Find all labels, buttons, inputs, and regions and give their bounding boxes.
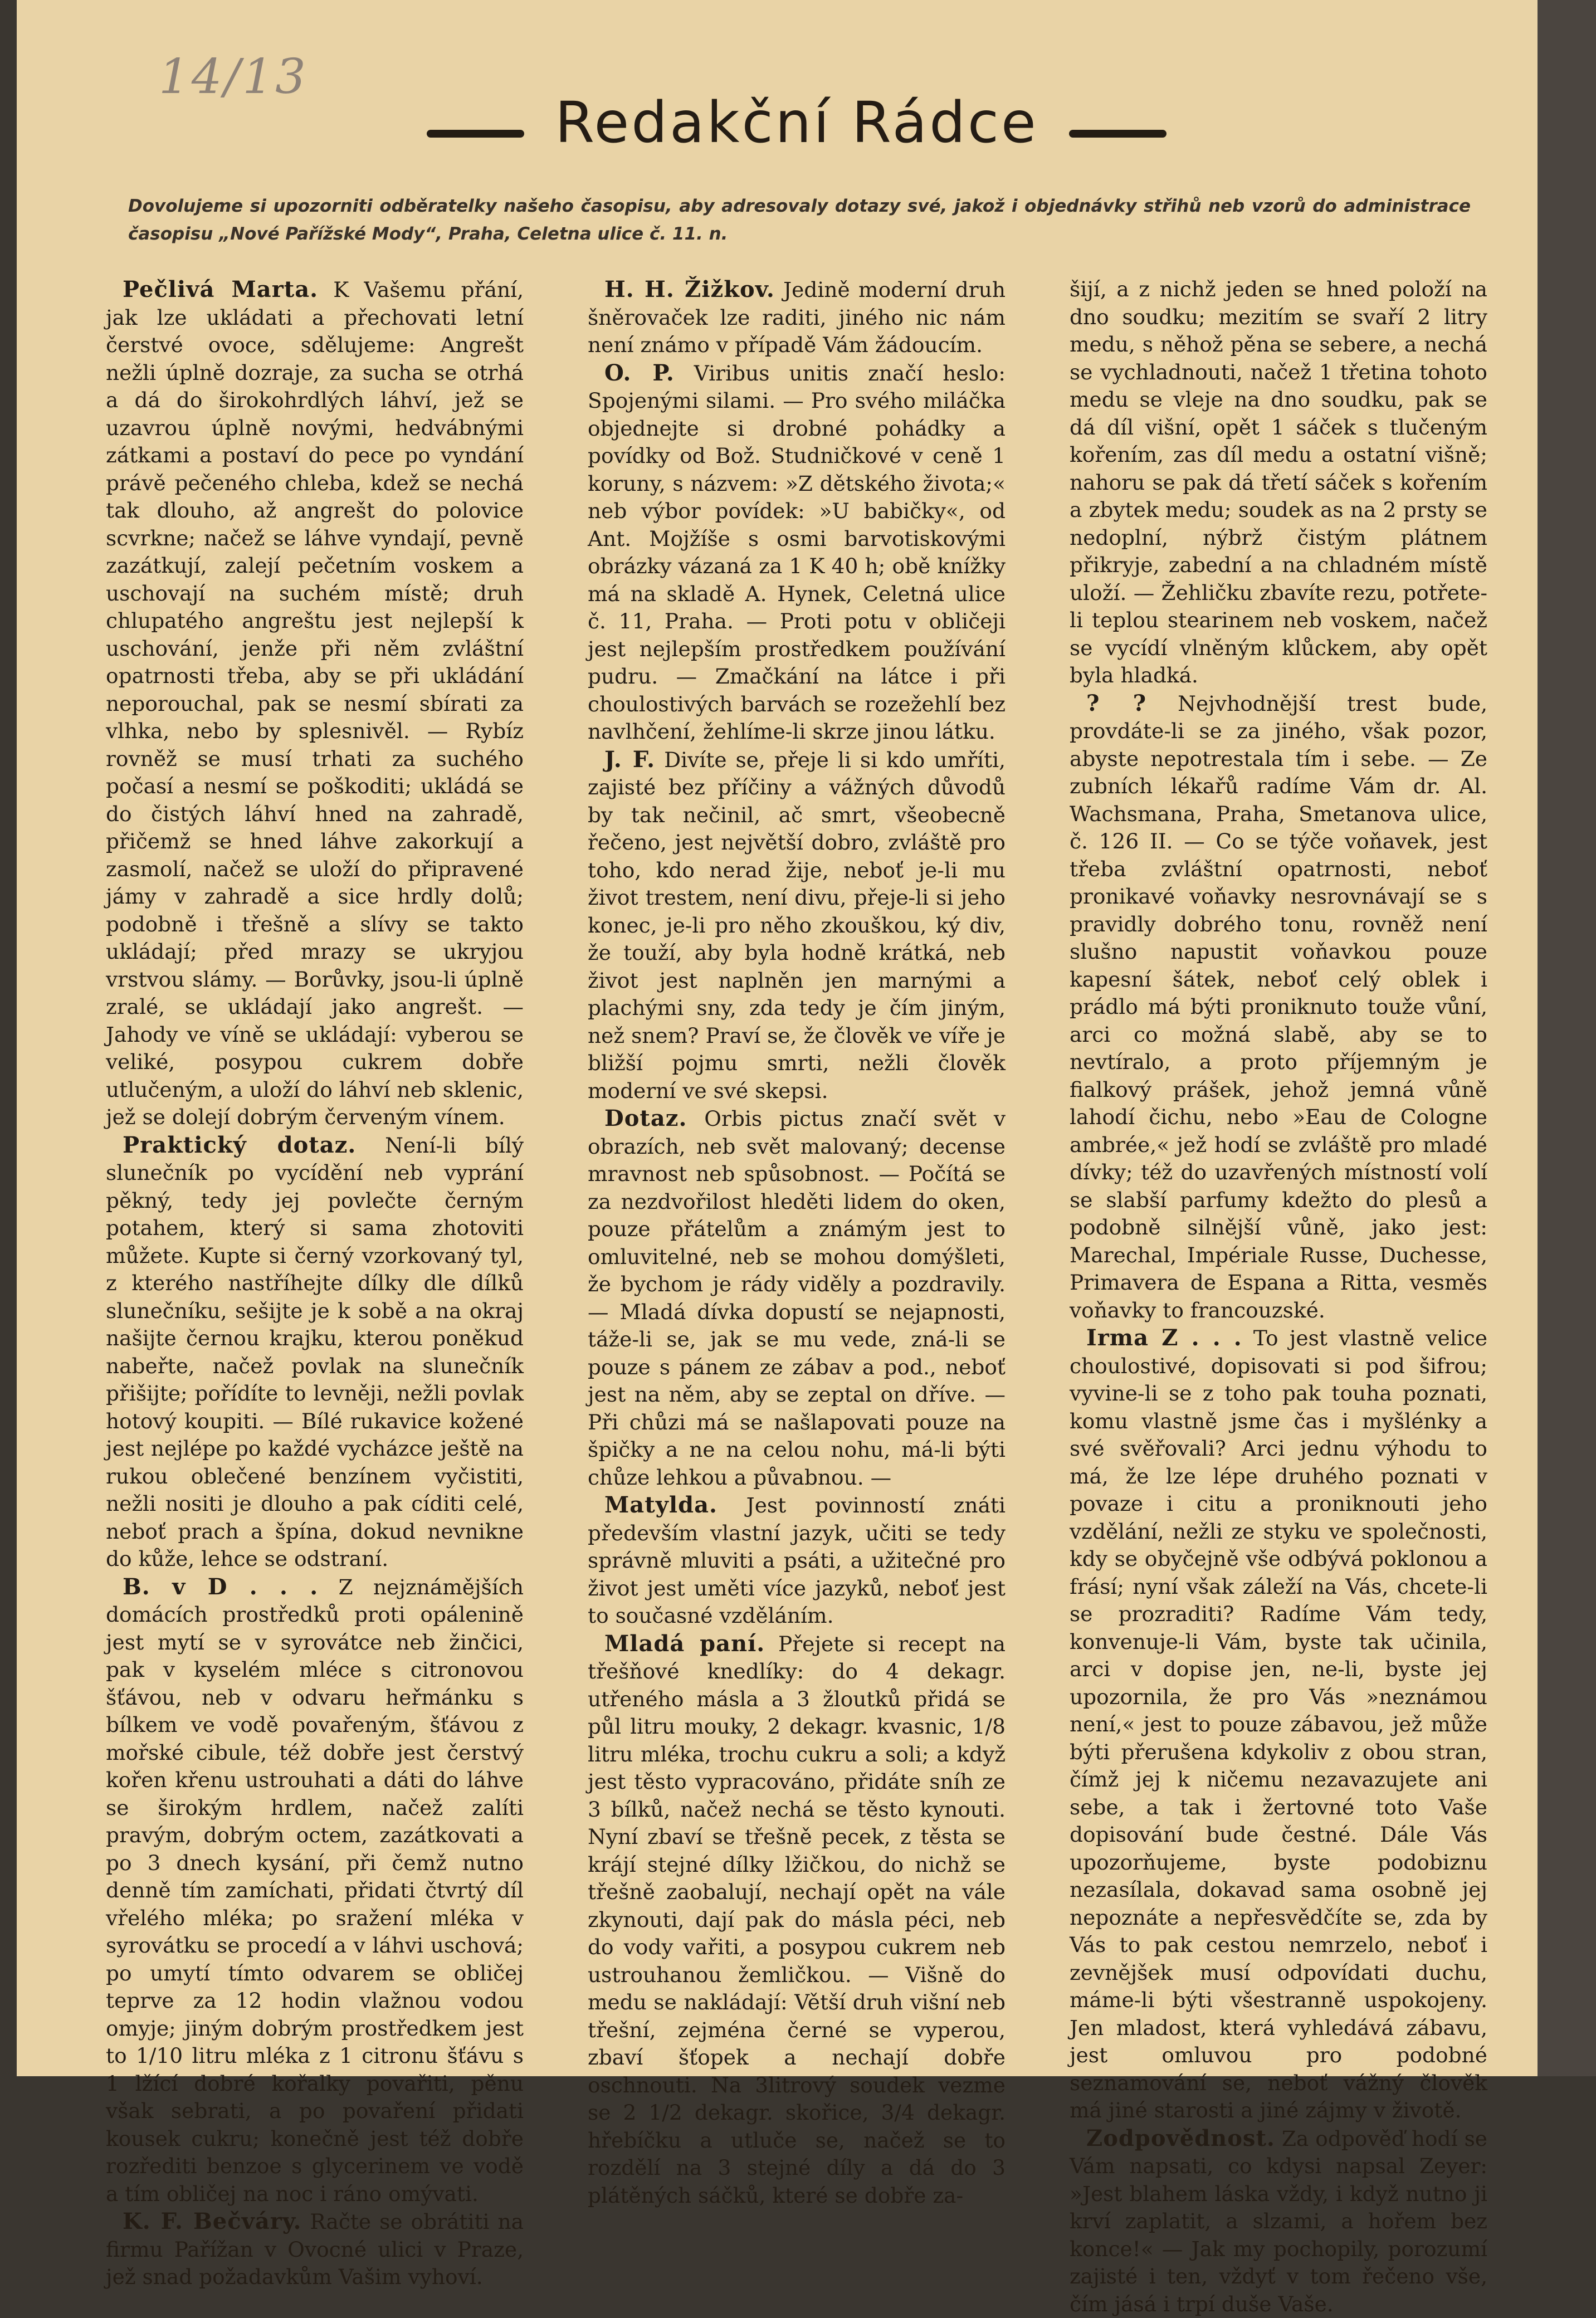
answer-text: Račte se obrátiti na firmu Pařížan v Ovocné ulici v Praze, jež snad požadavkům Vašim vyhoví.: [106, 2209, 524, 2289]
answer-text: To jest vlastně velice choulostivé, dopisovati si pod šifrou; vyvine-li se z toho pak touha poznati, komu vlastně jsme čas i myšlénky a své svěřovali? Arci jednu výhodu to má, že lze lépe druhého poznati v povaze i citu a proniknouti jeho vzdělání, nežli ze styku ve společnosti, kdy se obyčejně vše odbývá poklonou a frásí; nyní však záleží na Vás, chcete-li se prozraditi? Radíme Vám tedy, konvenuje-li Vám, byste tak učinila, arci v dopise jen, ne-li, byste jej upozornila, že pro Vás »neznámou není,« jest to pouze zábavou, jež může býti přerušena kdykoliv z obou stran, čímž jej k ničemu nezavazujete ani sebe, a tak i žertovné toto Vaše dopisování bude čestné. Dále Vás upozorňujeme, byste podobiznu nezasílala, dokavad sama osobně jej nepoznáte a nepřesvědčíte se, zda by Vás to pak cestou nemrzelo, neboť i zevnějšek musí odpovídati duchu, máme-li býti všestranně uspokojeny. Jen mladost, která vyhledává zábavu, jest omluvou pro podobné seznamování se, neboť vážný člověk má jiné starosti a jiné zájmy v životě.: [1070, 1326, 1487, 2122]
answer-entry: [1070, 2125, 1487, 2318]
answer-entry: [588, 276, 1006, 359]
answer-entry: [1070, 1324, 1487, 2125]
answer-entry: [106, 2208, 524, 2291]
answer-recipient: Matylda.: [604, 1492, 718, 1518]
answer-entry: [588, 746, 1006, 1105]
answer-text: Viribus unitis značí heslo: Spojenými silami. — Pro svého miláčka objednejte si drobné pohádky a povídky od Bož. Studničkové v ceně 1 koruny, s názvem: »Z dětského života;« neb výbor povídek: »U babičky«, od Ant. Mojžíše s osmi barvotiskovými obrázky vázaná za 1 K 40 h; obě knížky má na skladě A. Hynek, Celetná ulice č. 11, Praha. — Proti potu v obličeji jest nejlepším prostředkem používání pudru. — Zmačkání na látce i při choulostivých barvách se rozežehlí bez navlhčení, žehlíme-li skrze jinou látku.: [588, 361, 1006, 744]
answer-entry: [588, 1491, 1006, 1630]
answer-recipient: Mladá paní.: [604, 1631, 765, 1657]
answer-text: Jedině moderní druh šněrovaček lze raditi, jiného nic nám není známo v případě Vám žádoucím.: [588, 277, 1006, 357]
answer-text: Divíte se, přeje li si kdo umříti, zajisté bez příčiny a vážných důvodů by tak nečinil, ač smrt, všeobecně řečeno, jest největší dobro, zvláště pro toho, kdo nerad žije, neboť je-li mu život trestem, není divu, přeje-li si jeho konec, je-li pro něho zkouškou, ký div, že touží, aby byla hodně krátká, neb život jest naplněn jen marnými a plachými sny, zda tedy je čím jiným, než snem? Praví se, že člověk ve víře je bližší pojmu smrti, nežli člověk moderní ve své skepsi.: [588, 748, 1006, 1103]
title-row: [106, 84, 1487, 162]
column-right: [1070, 276, 1487, 2086]
answer-recipient: O. P.: [604, 360, 675, 386]
title-rule-left: [427, 130, 524, 138]
answer-entry: [106, 1573, 524, 2208]
background-edge: [1538, 0, 1596, 2076]
answer-recipient: ? ?: [1086, 690, 1146, 716]
page-title: Redakční Rádce: [555, 90, 1038, 156]
column-middle: [588, 276, 1006, 2086]
title-rule-right: [1069, 130, 1167, 138]
answer-text: K Vašemu přání, jak lze ukládati a přechovati letní čerstvé ovoce, sdělujeme: Angrešt nežli úplně dozraje, za sucha se otrhá a dá do širokohrdlých láhví, jež se uzavrou úplně novými, hedvábnými zátkami a postaví do pece po vyndání právě pečeného chleba, kdež se nechá tak dlouho, až angrešt do polovice scvrkne; načež se láhve vyndají, pevně zazátkují, zalejí pečetním voskem a uschovají na suchém místě; druh chlupatého angreštu jest nejlepší k uschování, jenže při něm zvláštní opatrnosti třeba, aby se při ukládání neporouchal, pak se nesmí sbírati za vlhka, nebo by splesnivěl. — Rybíz rovněž se musí trhati za suchého počasí a nesmí se poškoditi; ukládá se do čistých láhví hned na zahradě, přičemž se hned láhve zakorkují a zasmolí, načež se uloží do připravené jámy v zahradě a sice hrdly dolů; podobně i třešně a slívy se takto ukládají; před mrazy se ukryjou vrstvou slámy. — Borůvky, jsou-li úplně zralé, se ukládají jako angrešt. — Jahody ve víně se ukládají: vyberou se veliké, posypou cukrem dobře utlučeným, a uloží do láhví neb sklenic, jež se dolejí dobrým červeným vínem.: [106, 277, 524, 1129]
answer-recipient: Irma Z . . .: [1086, 1325, 1242, 1351]
answer-recipient: Zodpovědnost.: [1086, 2125, 1275, 2151]
answer-entry: [106, 276, 524, 1131]
answer-recipient: B. v D . . .: [123, 1574, 318, 1600]
answer-text: Není-li bílý slunečník po vycídění neb vyprání pěkný, tedy jej povlečte černým potahem, který si sama zhotoviti můžete. Kupte si černý vzorkovaný tyl, z kterého nastříhejte dílky dle dílků slunečníku, sešijte je k sobě a na okraj našijte černou krajku, kterou poněkud nabeřte, načež povlak na slunečník přišijte; pořídíte to levněji, nežli povlak hotový koupiti. — Bílé rukavice kožené jest nejlépe po každé vycházce ještě na rukou oblečené benzínem vyčistiti, nežli nositi je dlouho a pak cíditi celé, neboť prach a špína, dokud nevnikne do kůže, lehce se odstraní.: [106, 1133, 524, 1572]
editorial-notice: Dovolujeme si upozorniti odběratelky našeho časopisu, aby adresovaly dotazy své, jakož i objednávky střihů neb vzorů do administrace časopisu „Nové Pařížské Mody“, Praha, Celetna ulice č. 11. n.: [128, 192, 1471, 248]
answer-recipient: J. F.: [604, 746, 655, 773]
answer-entry: [106, 1131, 524, 1573]
answer-recipient: Pečlivá Marta.: [123, 276, 318, 302]
answer-text: Orbis pictus značí svět v obrazích, neb svět malovaný; decense mravnost neb spůsobnost. — Počítá se za nezdvořilost hleděti lidem do oken, pouze přátelům a známým jest to omluvitelné, neb se mohou domýšleti, že bychom je rády viděly a pozdravily. — Mladá dívka dopustí se nejapnosti, táže-li se, jak se mu vede, zná-li se pouze s pánem ze zábav a pod., neboť jest na něm, aby se zeptal on dříve. — Při chůzi má se našlapovati pouze na špičky a ne na celou nohu, má-li býti chůze lehkou a půvabnou. —: [588, 1106, 1006, 1490]
answer-entry: [588, 1630, 1006, 2210]
answer-text: Jest povinností znáti především vlastní jazyk, učiti se tedy správně mluviti a psáti, a užitečné pro život jest uměti více jazyků, neboť jest to současné vzděláním.: [588, 1493, 1006, 1628]
answer-recipient: K. F. Bečváry.: [123, 2208, 301, 2234]
answer-recipient: H. H. Žižkov.: [604, 276, 775, 302]
answer-entry: [588, 359, 1006, 746]
answer-recipient: Dotaz.: [604, 1105, 687, 1131]
magazine-page: [17, 0, 1554, 2076]
column-left: [106, 276, 524, 2086]
answer-recipient: Praktický dotaz.: [123, 1132, 356, 1158]
answer-text: šijí, a z nichž jeden se hned položí na dno soudku; mezitím se svaří 2 litry medu, s něhož pěna se sebere, a nechá se vychladnouti, načež 1 třetina tohoto medu se vleje na dno soudku, pak se dá díl višní, opět 1 sáček s tlučeným kořením, zas díl medu a ostatní višně; nahoru se pak dá třetí sáček s kořením a zbytek medu; soudek as na 2 prsty se nedoplní, nýbrž čistým plátnem přikryje, zabední a na chladném místě uloží. — Žehličku zbavíte rezu, potřete-li teplou stearinem neb voskem, načež se vycídí vlněným klůckem, aby opět byla hladká.: [1070, 277, 1487, 687]
answer-text: Z nejznámějších domácích prostředků proti opálenině jest mytí se v syrovátce neb žinčici, pak v kyselém mléce s citronovou šťávou, neb v odvaru heřmánku s bílkem ve vodě povařeným, šťávou z mořské cibule, též dobře jest čerstvý kořen křenu ustrouhati a dáti do láhve se širokým hrdlem, načež zalíti pravým, dobrým octem, zazátkovati a po 3 dnech kysání, při čemž nutno denně tím zamíchati, přidati čtvrtý díl vřelého mléka; po sražení mléka v syrovátku se procedí a v láhvi uschová; po umytí tímto odvarem se obličej teprve za 12 hodin vlažnou vodou omyje; jiným dobrým prostředkem jest to 1/10 litru mléka z 1 citronu šťávu s 1 lžící dobré kořalky povařiti, pěnu však sebrati, a po povaření přidati kousek cukru; konečně jest též dobře rozřediti benzoe s glycerinem ve vodě a tím obličej na noc i ráno omývati.: [106, 1575, 524, 2206]
answer-entry: [1070, 276, 1487, 690]
answer-text: Přejete si recept na třešňové knedlíky: do 4 dekagr. utřeného másla a 3 žloutků přidá se půl litru mouky, 2 dekagr. kvasnic, 1/8 litru mléka, trochu cukru a soli; a když jest těsto vypracováno, přidáte sníh ze 3 bílků, načež nechá se těsto kynouti. Nyní zbaví se třešně pecek, z těsta se krájí stejné dílky lžičkou, do nichž se třešně zaobalují, nechají opět na vále zkynouti, dají pak do másla péci, neb do vody vařiti, a posypou cukrem neb ustrouhanou žemličkou. — Višně do medu se nakládají: Větší druh višní neb třešní, zejména černé se vyperou, zbaví šťopek a nechají dobře oschnouti. Na 3litrový soudek vezme se 2 1/2 dekagr. skořice, 3/4 dekagr. hřebíčku a utluče se, načež se to rozdělí na 3 stejné díly a dá do 3 plátěných sáčků, které se dobře za-: [588, 1632, 1006, 2208]
columns: [106, 276, 1487, 2086]
answer-entry: [1070, 690, 1487, 1325]
answer-text: Nejvhodnější trest bude, provdáte-li se za jiného, však pozor, abyste nepotrestala tím i sebe. — Ze zubních lékařů radíme Vám dr. Al. Wachsmana, Praha, Smetanova ulice, č. 126 II. — Co se týče voňavek, jest třeba zvláštní opatrnosti, neboť pronikavé voňavky nesrovnávají se s pravidly dobrého tonu, rovněž není slušno napustit voňavkou pouze kapesní šátek, neboť celý oblek i prádlo má býti proniknuto touže vůní, arci co možná slabě, aby se to nevtíralo, a proto příjemným je fialkový prášek, jehož jemná vůně lahodí čichu, nebo »Eau de Cologne ambrée,« jež hodí se zvláště pro mladé dívky; též do uzavřených místností volí se slabší parfumy kdežto do plesů a podobně silnější vůně, jako jest: Marechal, Impériale Russe, Duchesse, Primavera de Espana a Ritta, vesměs voňavky to francouzské.: [1070, 691, 1487, 1323]
answer-entry: [588, 1105, 1006, 1491]
handwritten-page-note: 14/13: [159, 49, 308, 105]
answer-text: Za odpověď hodí se Vám napsati, co kdysi napsal Zeyer: »Jest blahem láska vždy, i když nutno ji krví zaplatit, a slzami, a hořem bez konce!« — Jak my pochopily, porozumí zajisté i ten, vždyť v tom řečeno vše, čím jásá i trpí duše Vaše.: [1070, 2126, 1487, 2316]
